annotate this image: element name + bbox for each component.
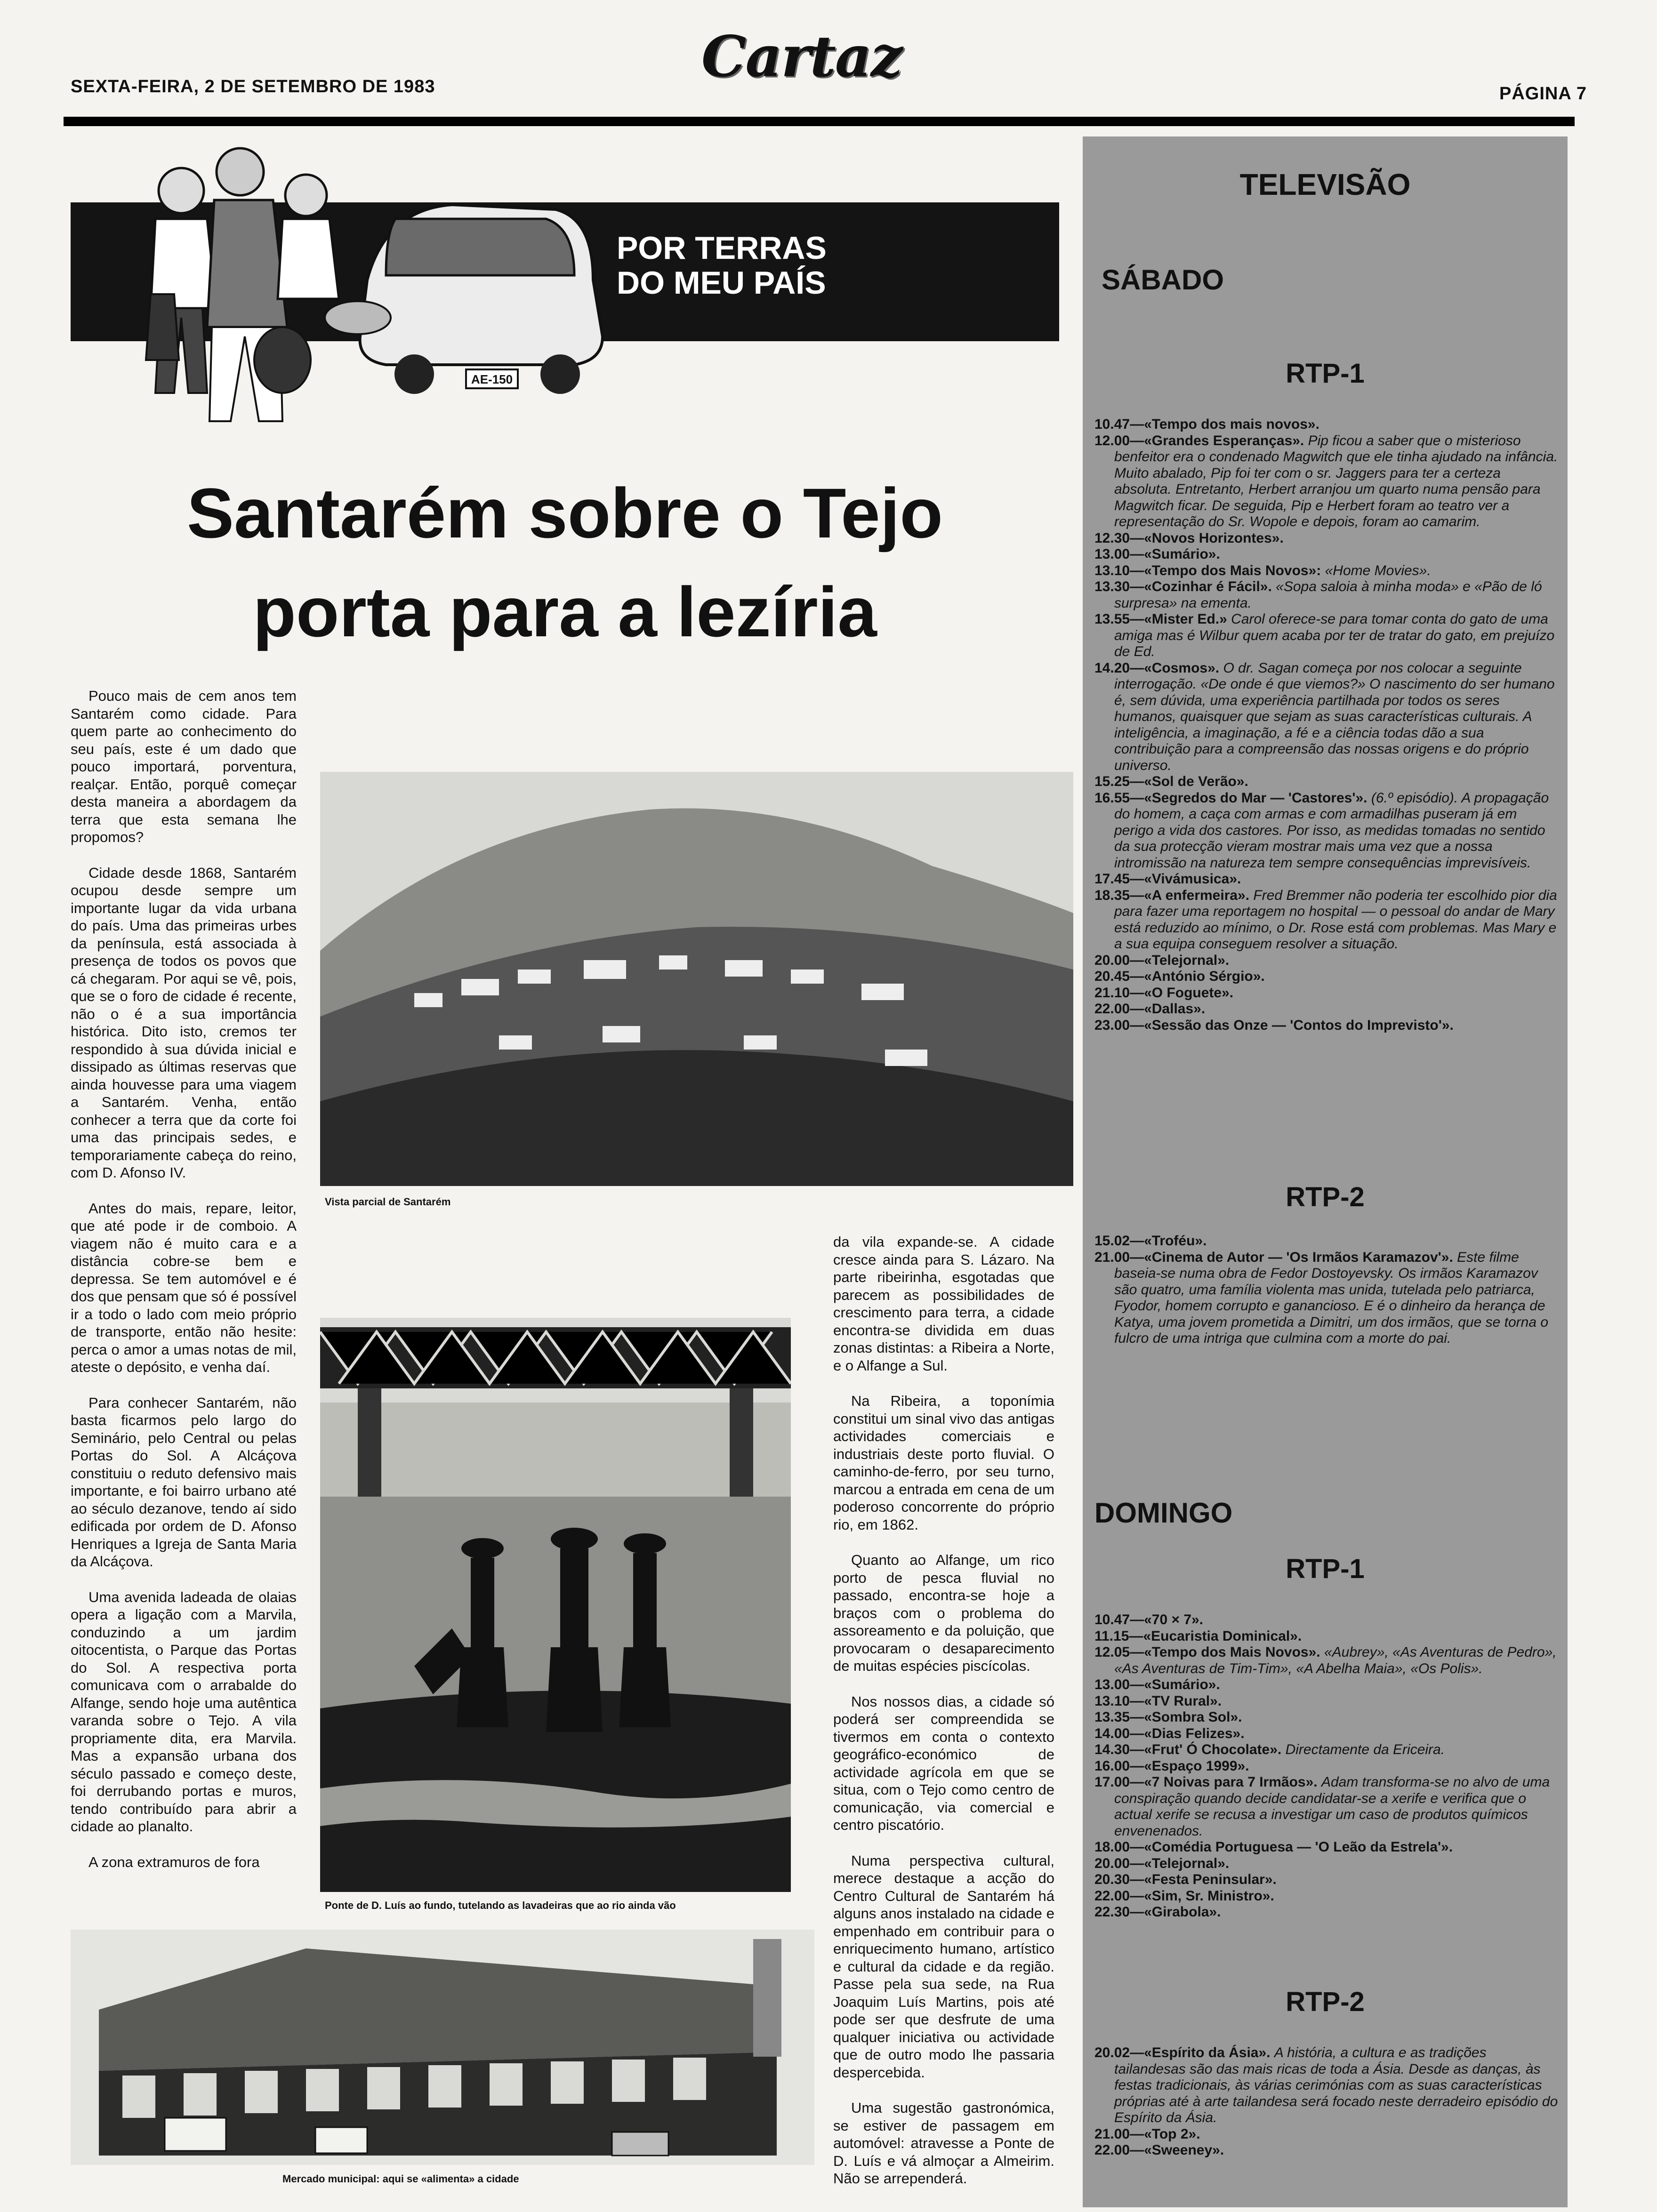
program-entry xyxy=(1094,2126,1558,2143)
channel-heading-rtp2-saturday: RTP-2 xyxy=(1286,1182,1365,1212)
program-time-title: 20.00—«Telejornal». xyxy=(1094,952,1230,968)
program-time-title: 14.20—«Cosmos». xyxy=(1094,660,1223,676)
program-description: (6.º episódio). A propagação do homem, a caça com armas e com armadilhas puseram já em perigo a vida dos castores. Por isso, as medidas tomadas no sentido da sua protecção vieram mostrar mais uma vez que a nossa intromissão na natureza tem sempre consequências imprevisíveis. xyxy=(1114,790,1549,871)
program-time-title: 12.05—«Tempo dos Mais Novos». xyxy=(1094,1644,1324,1660)
program-time-title: 14.30—«Frut' Ó Chocolate». xyxy=(1094,1742,1286,1757)
program-entry xyxy=(1094,871,1558,888)
program-entry xyxy=(1094,1233,1558,1250)
program-time-title: 13.10—«Tempo dos Mais Novos»: xyxy=(1094,562,1325,578)
program-time-title: 21.10—«O Foguete». xyxy=(1094,985,1234,1001)
program-time-title: 22.00—«Sweeney». xyxy=(1094,2142,1224,2158)
section-title-line2: DO MEU PAÍS xyxy=(617,265,826,301)
program-description: «Home Movies». xyxy=(1325,562,1431,578)
paragraph: Uma sugestão gastronómica, se estiver de passagem em automóvel: atravesse a Ponte de D. Luís e vá almoçar a Almeirim. Não se arrependerá. xyxy=(833,2100,1054,2187)
tv-section-title: TELEVISÃO xyxy=(1239,168,1411,201)
program-time-title: 13.30—«Cozinhar é Fácil». xyxy=(1094,579,1276,594)
program-entry xyxy=(1094,1856,1558,1872)
program-entry xyxy=(1094,1904,1558,1921)
program-entry xyxy=(1094,1612,1558,1628)
program-entry xyxy=(1094,1709,1558,1726)
program-entry xyxy=(1094,985,1558,1002)
program-description: Este filme baseia-se numa obra de Fedor Dostoyevsky. Os irmãos Karamazov são quatro, uma família violenta mas unida, tutelada pelo patriarca, Fyodor, homem corrupto e ganancioso. E é o dinheiro da herança de Katya, uma jovem prometida a Dimitri, um dos irmãos, que se torna o fulcro de uma intriga que culmina com a morte do pai. xyxy=(1114,1249,1549,1346)
program-entry xyxy=(1094,579,1558,611)
paragraph: Numa perspectiva cultural, merece destaque a acção do Centro Cultural de Santarém há alguns anos instalado na cidade e empenhado em contribuir para o enriquecimento humano, artístico e cultural da cidade e da região. Passe pela sua sede, na Rua Joaquim Luís Martins, pois até pode ser que desfrute de uma qualquer iniciativa ou actividade que de outro modo lhe passaria despercebida. xyxy=(833,1852,1054,2081)
program-time-title: 22.30—«Girabola». xyxy=(1094,1904,1221,1920)
program-time-title: 21.00—«Top 2». xyxy=(1094,2126,1200,2142)
paragraph: Nos nossos dias, a cidade só poderá ser compreendida se tivermos em conta o contexto geográfico-económico de actividade agrícola em que se situa, com o Tejo como centro de comunicação, via comercial e centro piscatório. xyxy=(833,1693,1054,1833)
program-entry xyxy=(1094,969,1558,985)
program-entry xyxy=(1094,1774,1558,1839)
program-entry xyxy=(1094,530,1558,547)
program-description: Directamente da Ericeira. xyxy=(1285,1742,1445,1757)
photo-caption-3: Mercado municipal: aqui se «alimenta» a cidade xyxy=(282,2173,519,2185)
program-list-sunday-rtp1 xyxy=(1094,1612,1558,1921)
program-entry xyxy=(1094,1628,1558,1645)
program-time-title: 20.45—«António Sérgio». xyxy=(1094,969,1265,984)
program-description: Fred Bremmer não poderia ter escolhido pior dia para fazer uma reportagem no hospital — o pessoal do andar de Mary está reduzido ao mínimo, o Dr. Rose está com problemas. Mas Mary e a sua equipa conseguem resolver a situação. xyxy=(1114,887,1557,952)
travel-family-illustration xyxy=(85,139,612,440)
program-time-title: 13.35—«Sombra Sol». xyxy=(1094,1709,1242,1725)
program-time-title: 18.35—«A enfermeira». xyxy=(1094,887,1254,903)
day-heading-saturday: SÁBADO xyxy=(1102,264,1224,296)
program-description: A história, a cultura e as tradições tailandesas são das mais ricas de toda a Ásia. Desde as danças, às festas tradicionais, às várias cerimónias com as suas características próprias até à arte tailandesa será focado neste derradeiro episódio do Espírito da Ásia. xyxy=(1114,2045,1558,2125)
bridge-washerwomen-photo xyxy=(320,1318,791,1892)
program-time-title: 20.00—«Telejornal». xyxy=(1094,1855,1230,1871)
program-description: «Sopa saloia à minha moda» e «Pão de ló surpresa» na ementa. xyxy=(1114,579,1542,611)
program-time-title: 17.00—«7 Noivas para 7 Irmãos». xyxy=(1094,1774,1321,1790)
program-time-title: 13.00—«Sumário». xyxy=(1094,1677,1220,1692)
channel-heading-rtp1-sunday: RTP-1 xyxy=(1286,1554,1365,1584)
program-list-sunday-rtp2 xyxy=(1094,2045,1558,2159)
program-entry xyxy=(1094,2045,1558,2126)
photo-caption-1: Vista parcial de Santarém xyxy=(325,1196,451,1208)
channel-heading-rtp2-sunday: RTP-2 xyxy=(1286,1987,1365,2017)
program-time-title: 17.45—«Vivámusica». xyxy=(1094,871,1241,887)
program-entry xyxy=(1094,953,1558,969)
article-column-3 xyxy=(833,1233,1054,2188)
paragraph: Na Ribeira, a toponímia constitui um sinal vivo das antigas actividades comerciais e industriais deste porto fluvial. O caminho-de-ferro, por seu turno, marcou a entrada em cena de um poderoso concorrente do próprio rio, em 1862. xyxy=(833,1393,1054,1533)
paragraph: da vila expande-se. A cidade cresce ainda para S. Lázaro. Na parte ribeirinha, esgotadas que parecem as possibilidades de crescimento para terra, a cidade encontra-se dividida em duas zonas distintas: a Ribeira a Norte, e o Alfange a Sul. xyxy=(833,1234,1054,1374)
program-entry xyxy=(1094,888,1558,953)
program-time-title: 13.55—«Mister Ed.» xyxy=(1094,611,1231,627)
program-entry xyxy=(1094,611,1558,660)
program-time-title: 16.55—«Segredos do Mar — 'Castores'». xyxy=(1094,790,1371,806)
photo-caption-2: Ponte de D. Luís ao fundo, tutelando as lavadeiras que ao rio ainda vão xyxy=(325,1899,676,1911)
section-title-line1: POR TERRAS xyxy=(617,230,827,266)
program-time-title: 20.02—«Espírito da Ásia». xyxy=(1094,2045,1274,2060)
program-time-title: 18.00—«Comédia Portuguesa — 'O Leão da Estrela'». xyxy=(1094,1839,1453,1855)
program-entry xyxy=(1094,1677,1558,1693)
program-time-title: 15.02—«Troféu». xyxy=(1094,1233,1207,1249)
program-time-title: 12.30—«Novos Horizontes». xyxy=(1094,530,1284,546)
program-description: Adam transforma-se no alvo de uma conspiração quando decide candidatar-se a xerife e verifica que o actual xerife se recusa a investigar um caso de produtos químicos envenenados. xyxy=(1114,1774,1550,1839)
program-entry xyxy=(1094,1250,1558,1347)
program-entry xyxy=(1094,417,1558,433)
paragraph: Cidade desde 1868, Santarém ocupou desde sempre um importante lugar da vida urbana do país. Uma das primeiras urbes da península, está associada à presença de todos os povos que cá chegaram. Por aqui se vê, pois, que se o foro de cidade é recente, não o é a sua importância histórica. Dito isto, cremos ter respondido à sua dúvida inicial e dissipado as últimas reservas que ainda houvesse para uma viagem a Santarém. Venha, então conhecer a terra que da corte foi uma das principais sedes, e temporariamente cabeça do reino, com D. Afonso IV. xyxy=(71,864,297,1181)
article-column-1 xyxy=(71,687,297,1871)
program-time-title: 13.10—«TV Rural». xyxy=(1094,1693,1222,1709)
paragraph: Pouco mais de cem anos tem Santarém como cidade. Para quem parte ao conhecimento do seu país, este é um dado que pouco importará, porventura, realçar. Então, porquê começar desta maneira a abordagem da terra que esta semana lhe propomos? xyxy=(71,688,297,845)
program-entry xyxy=(1094,660,1558,774)
program-time-title: 22.00—«Dallas». xyxy=(1094,1001,1206,1017)
program-description: Carol oferece-se para tomar conta do gato de uma amiga mas é Wilbur quem acaba por ter de tratar do gato, em prejuízo de Ed. xyxy=(1114,611,1555,659)
car-plate: AE-150 xyxy=(471,372,513,386)
paragraph: Antes do mais, repare, leitor, que até pode ir de comboio. A viagem não é muito cara e a distância cobre-se bem e depressa. Se tem automóvel e é dos que pensam que só é possível ir a todo o lado com meio próprio de transporte, então não hesite: perca o amor a umas notas de mil, ateste o depósito, e venha daí. xyxy=(71,1200,297,1375)
cartaz-logo: Cartaz xyxy=(701,24,902,90)
santarem-city-photo xyxy=(320,772,1073,1186)
program-entry xyxy=(1094,1839,1558,1856)
program-entry xyxy=(1094,1644,1558,1677)
program-description: Pip ficou a saber que o misterioso benfeitor era o condenado Magwitch que ele tinha ajudado na infância. Muito abalado, Pip foi ter com o sr. Jaggers para ter a certeza absoluta. Entretanto, Herbert arranjou um quarto numa pensão para Magwitch ficar. De seguida, Pip e Herbert foram ao teatro ver a representação do Sr. Wopole e depois, foram ao camarim. xyxy=(1114,433,1558,529)
program-time-title: 10.47—«Tempo dos mais novos». xyxy=(1094,417,1319,432)
program-entry xyxy=(1094,1001,1558,1018)
paragraph: A zona extramuros de fora xyxy=(88,1853,260,1870)
program-entry xyxy=(1094,790,1558,872)
paragraph: Uma avenida ladeada de olaias opera a ligação com a Marvila, conduzindo a um jardim oitocentista, o Parque das Portas do Sol. A respectiva porta comunicava com o arrabalde do Alfange, sendo hoje uma autêntica varanda sobre o Tejo. A vila propriamente dita, era Marvila. Mas a expansão urbana dos século passado e começo deste, foi derrubando portas e muros, tendo contribuído para abrir a cidade ao planalto. xyxy=(71,1588,297,1835)
program-entry xyxy=(1094,1758,1558,1775)
program-entry xyxy=(1094,1888,1558,1905)
channel-heading-rtp1-saturday: RTP-1 xyxy=(1286,358,1365,389)
issue-date: SEXTA-FEIRA, 2 DE SETEMBRO DE 1983 xyxy=(71,77,435,96)
program-entry xyxy=(1094,563,1558,579)
section-title xyxy=(617,231,827,300)
program-time-title: 15.25—«Sol de Verão». xyxy=(1094,774,1248,789)
page-number: PÁGINA 7 xyxy=(1499,84,1587,104)
day-heading-sunday: DOMINGO xyxy=(1094,1497,1233,1529)
municipal-market-photo xyxy=(71,1930,814,2165)
program-time-title: 14.00—«Dias Felizes». xyxy=(1094,1725,1245,1741)
paragraph: Quanto ao Alfange, um rico porto de pesca fluvial no passado, encontra-se hoje a braços com o problema do assoreamento e da poluição, que provocaram o desaparecimento de muitas espécies piscícolas. xyxy=(833,1552,1054,1674)
program-time-title: 10.47—«70 × 7». xyxy=(1094,1612,1204,1627)
program-time-title: 11.15—«Eucaristia Dominical». xyxy=(1094,1628,1302,1644)
program-time-title: 23.00—«Sessão das Onze — 'Contos do Imprevisto'». xyxy=(1094,1017,1454,1033)
paragraph: Para conhecer Santarém, não basta ficarmos pelo largo do Seminário, pelo Central ou pelas Portas do Sol. A Alcáçova constituiu o reduto defensivo mais importante, e foi bairro urbano até ao século dezanove, tendo aí sido edificada por ordem de D. Afonso Henriques a Igreja de Santa Maria da Alcáçova. xyxy=(71,1394,297,1570)
program-entry xyxy=(1094,1018,1558,1034)
program-entry xyxy=(1094,546,1558,563)
program-time-title: 12.00—«Grandes Esperanças». xyxy=(1094,433,1308,449)
program-entry xyxy=(1094,1742,1558,1758)
program-entry xyxy=(1094,433,1558,530)
program-entry xyxy=(1094,2142,1558,2159)
program-entry xyxy=(1094,1872,1558,1888)
program-time-title: 21.00—«Cinema de Autor — 'Os Irmãos Karamazov'». xyxy=(1094,1249,1457,1265)
program-time-title: 13.00—«Sumário». xyxy=(1094,546,1220,562)
program-list-saturday-rtp2 xyxy=(1094,1233,1558,1347)
program-entry xyxy=(1094,1693,1558,1710)
header-rule xyxy=(64,117,1575,126)
program-description: «Aubrey», «As Aventuras de Pedro», «As Aventuras de Tim-Tim», «A Abelha Maia», «Os Polis». xyxy=(1114,1644,1557,1676)
program-list-saturday-rtp1 xyxy=(1094,417,1558,1034)
headline-line1: Santarém sobre o Tejo xyxy=(187,473,943,553)
program-time-title: 22.00—«Sim, Sr. Ministro». xyxy=(1094,1888,1274,1904)
program-time-title: 16.00—«Espaço 1999». xyxy=(1094,1758,1249,1774)
program-description: O dr. Sagan começa por nos colocar a seguinte interrogação. «De onde é que viemos?» O nascimento do ser humano é, sem dúvida, uma experiência partilhada por todos os seres humanos, quaisquer que sejam as suas características culturais. A inteligência, a imaginação, a fé e a ciência todas dão a sua contribuição para a compreensão das nossas origens e do próprio universo. xyxy=(1114,660,1555,773)
program-time-title: 20.30—«Festa Peninsular». xyxy=(1094,1872,1277,1887)
program-entry xyxy=(1094,1726,1558,1742)
program-entry xyxy=(1094,774,1558,790)
headline-line2: porta para a lezíria xyxy=(253,572,877,651)
